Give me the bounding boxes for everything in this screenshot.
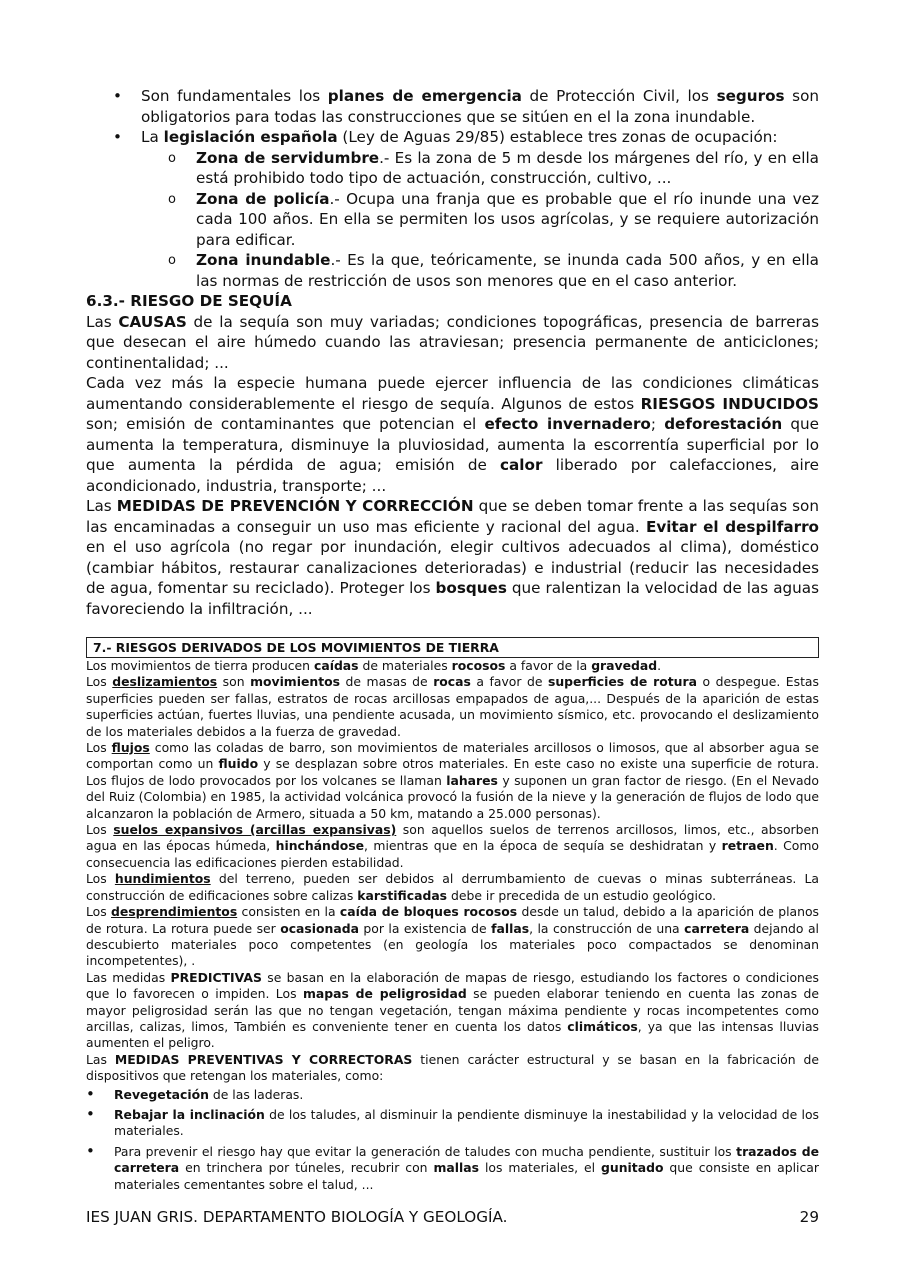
- page-footer: [86, 1208, 819, 1226]
- paragraph-movimientos: Los movimientos de tierra producen caídas de materiales rocosos a favor de la gravedad.: [86, 658, 662, 673]
- paragraph-preventivas: Las MEDIDAS PREVENTIVAS Y CORRECTORAS tienen carácter estructural y se basan en la fabricación de dispositivos que retengan los materiales, como:: [86, 1051, 820, 1084]
- paragraph-deslizamientos: Los deslizamientos son movimientos de masas de rocas a favor de superficies de rotura o despegue. Estas superficies pueden ser fallas, estratos de rocas arcillosas empapados de agua,... Después de la aparición de estas superficies actúan, fuertes lluvias, una pendiente acusada, un movimiento sísmico, etc. provocando el deslizamiento de los materiales debidos a la fuerza de gravedad.: [86, 674, 819, 739]
- top-section: [86, 86, 819, 619]
- paragraph-predictivas: Las medidas PREDICTIVAS se basan en la elaboración de mapas de riesgo, estudiando los factores o condiciones que lo favorecen o impiden. Los mapas de peligrosidad se pueden elaborar teniendo en cuenta las zonas de mayor peligrosidad serán las que no tengan vegetación, tengan máxima pendiente y rocas incompetentes como arcillas, calizas, limos, También es conveniente tener en cuenta los datos climáticos, ya que las intensas lluvias aumenten el peligro.: [86, 969, 819, 1051]
- paragraph-desprendimientos: Los desprendimientos consisten en la caída de bloques rocosos desde un talud, debido a la aparición de planos de rotura. La rotura puede ser ocasionada por la existencia de fallas, la construcción de una carretera dejando al descubierto materiales poco competentes (en geología los materiales poco compactados se denominan incompetentes), .: [86, 904, 819, 969]
- document-page: [86, 86, 819, 1197]
- bullet-legislation: • La legislación española (Ley de Aguas 29/85) establece tres zonas de ocupación: o Zona de servidumbre.- Es la zona de 5 m desde los márgenes del río, y en ella está prohibido todo tipo de actuación, construcción, cultivo, ... o Zona de policía.- Ocupa una franja que es probable que el río inunde una vez cada 100 años. En ella se permiten los usos agrícolas, y se requiere autorización para edificar. o Zona inundable.- Es la que, teóricamente, se inunda cada 500 años, y en ella las normas de restricción de usos son menores que en el caso anterior.: [86, 127, 819, 291]
- paragraph-causas: Las CAUSAS de la sequía son muy variadas; condiciones topográficas, presencia de barreras que desecan el aire húmedo cuando las atraviesan; presencia permanente de anticiclones; continentalidad; ...: [86, 312, 819, 372]
- section-7: [86, 637, 819, 1193]
- list-item-rebajar-inclinacion: • Rebajar la inclinación de los taludes, al disminuir la pendiente disminuye la inestabilidad y la velocidad de los materiales.: [86, 1107, 819, 1140]
- footer-text: IES JUAN GRIS. DEPARTAMENTO BIOLOGÍA Y GEOLOGÍA.: [86, 1208, 508, 1226]
- list-item-prevenir-riesgo: • Para prevenir el riesgo hay que evitar la generación de taludes con mucha pendiente, sustituir los trazados de carretera en trinchera por túneles, recubrir con mallas los materiales, el gunitado que consiste en aplicar materiales cementantes sobre el talud, ...: [86, 1144, 819, 1193]
- zone-policia: o Zona de policía.- Ocupa una franja que es probable que el río inunde una vez cada 100 años. En ella se permiten los usos agrícolas, y se requiere autorización para edificar.: [86, 189, 819, 251]
- list-item-revegetacion: • Revegetación de las laderas.: [86, 1087, 819, 1103]
- zone-servidumbre: o Zona de servidumbre.- Es la zona de 5 m desde los márgenes del río, y en ella está prohibido todo tipo de actuación, construcción, cultivo, ...: [86, 148, 819, 189]
- paragraph-flujos: Los flujos como las coladas de barro, son movimientos de materiales arcillosos o limosos, que al absorber agua se comportan como un fluido y se desplazan sobre otros materiales. En este caso no existe una superficie de rotura. Los flujos de lodo provocados por los volcanes se llaman lahares y suponen un gran factor de riesgo. (En el Nevado del Ruiz (Colombia) en 1985, la actividad volcánica provocó la fusión de la nieve y la generación de flujos de lodo que alcanzaron la población de Armero, situada a 50 km, matando a 25.000 personas).: [86, 740, 820, 821]
- zone-inundable: o Zona inundable.- Es la que, teóricamente, se inunda cada 500 años, y en ella las normas de restricción de usos son menores que en el caso anterior.: [86, 250, 819, 291]
- section-7-title: 7.- RIESGOS DERIVADOS DE LOS MOVIMIENTOS DE TIERRA: [86, 637, 819, 658]
- paragraph-riesgos-inducidos: Cada vez más la especie humana puede ejercer influencia de las condiciones climáticas aumentando considerablemente el riesgo de sequía. Algunos de estos RIESGOS INDUCIDOS son; emisión de contaminantes que potencian el efecto invernadero; deforestación que aumenta la temperatura, disminuye la pluviosidad, aumenta la escorrentía superficial por lo que aumenta la pérdida de agua; emisión de calor liberado por calefacciones, aire acondicionado, industria, transporte; ...: [86, 374, 819, 495]
- paragraph-medidas-prevencion: Las MEDIDAS DE PREVENCIÓN Y CORRECCIÓN que se deben tomar frente a las sequías son las encaminadas a conseguir un uso mas eficiente y racional del agua. Evitar el despilfarro en el uso agrícola (no regar por inundación, elegir cultivos adecuados al clima), doméstico (cambiar hábitos, restaurar canalizaciones deterioradas) e industrial (reducir las necesidades de agua, fomentar su reciclado). Proteger los bosques que ralentizan la velocidad de las aguas favoreciendo la infiltración, ...: [86, 497, 819, 618]
- heading-riesgo-sequia: 6.3.- RIESGO DE SEQUÍA: [86, 292, 292, 310]
- paragraph-hundimientos: Los hundimientos del terreno, pueden ser debidos al derrumbamiento de cuevas o minas subterráneas. La construcción de edificaciones sobre calizas karstificadas debe ir precedida de un estudio geológico.: [86, 871, 819, 903]
- bullet-emergency-plans: • Son fundamentales los planes de emergencia de Protección Civil, los seguros son obligatorios para todas las construcciones que se sitúen en el la zona inundable.: [86, 86, 819, 127]
- paragraph-suelos-expansivos: Los suelos expansivos (arcillas expansivas) son aquellos suelos de terrenos arcillosos, limos, etc., absorben agua en las épocas húmeda, hinchándose, mientras que en la época de sequía se deshidratan y retraen. Como consecuencia las edificaciones pierden estabilidad.: [86, 822, 819, 870]
- page-number: 29: [799, 1208, 819, 1226]
